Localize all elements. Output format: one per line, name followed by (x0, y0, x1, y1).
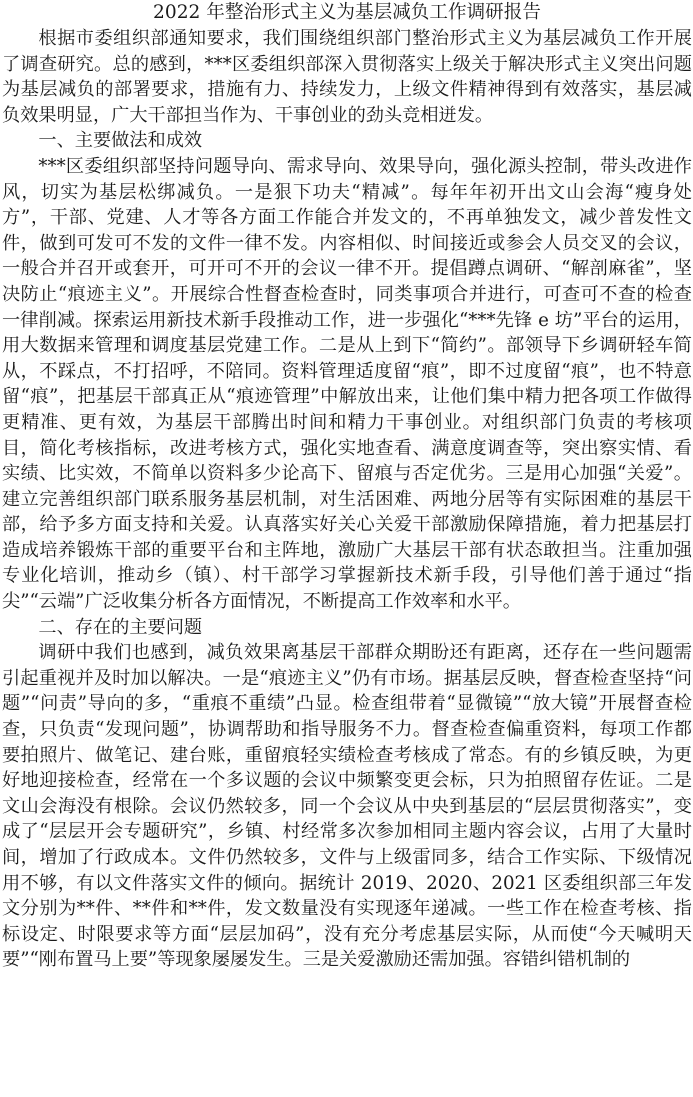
report-title: 2022 年整治形式主义为基层减负工作调研报告 (153, 2, 541, 23)
problems-paragraph: 调研中我们也感到，减负效果离基层干部群众期盼还有距离，还存在一些问题需引起重视并及时加以解决。一是“痕迹主义”仍有市场。据基层反映，督查检查坚持“问题”“问责”导向的多，“重痕不重绩”凸显。检查组带着“显微镜”“放大镜”开展督查检查，只负责“发现问题”，协调帮助和指导服务不力。督查检查偏重资料，每项工作都要拍照片、做笔记、建台账，重留痕轻实绩检查考核成了常态。有的乡镇反映，为更好地迎接检查，经常在一个多议题的会议中频繁变更会标，只为拍照留存佐证。二是文山会海没有根除。会议仍然较多，同一个会议从中央到基层的“层层贯彻落实”，变成了“层层开会专题研究”，乡镇、村经常多次参加相同主题内容会议，占用了大量时间，增加了行政成本。文件仍然较多，文件与上级雷同多，结合工作实际、下级情况用不够，有以文件落实文件的倾向。据统计 2019、2020、2021 区委组织部三年发文分别为**件、**件和**件，发文数量没有实现逐年递减。一些工作在检查考核、指标设定、时限要求等方面“层层加码”，没有充分考虑基层实际，从而使“今天喊明天要”“刚布置马上要”等现象屡屡发生。三是关爱激励还需加强。容错纠错机制的 (2, 642, 692, 971)
practices-paragraph: ***区委组织部坚持问题导向、需求导向、效果导向，强化源头控制，带头改进作风，切实为基层松绑减负。一是狠下功夫“精减”。每年年初开出文山会海“瘦身处方”，干部、党建、人才等各方面工作能合并发文的，不再单独发文，减少普发性文件，做到可发可不发的文件一律不发。内容相似、时间接近或参会人员交叉的会议，一般合并召开或套开，可开可不开的会议一律不开。提倡蹲点调研、“解剖麻雀”，坚决防止“痕迹主义”。开展综合性督查检查时，同类事项合并进行，可查可不查的检查一律削减。探索运用新技术新手段推动工作，进一步强化“***先锋 e 坊”平台的运用，用大数据来管理和调度基层党建工作。二是从上到下“简约”。部领导下乡调研轻车简从，不踩点，不打招呼，不陪同。资料管理适度留“痕”，即不过度留“痕”，也不特意留“痕”，把基层干部真正从“痕迹管理”中解放出来，让他们集中精力把各项工作做得更精准、更有效，为基层干部腾出时间和精力干事创业。对组织部门负责的考核项目，简化考核指标，改进考核方式，强化实地查看、满意度调查等，突出察实情、看实绩、比实效，不简单以资料多少论高下、留痕与否定优劣。三是用心加强“关爱”。建立完善组织部门联系服务基层机制，对生活困难、两地分居等有实际困难的基层干部，给予多方面支持和关爱。认真落实好关心关爱干部激励保障措施，着力把基层打造成培养锻炼干部的重要平台和主阵地，激励广大基层干部有状态敢担当。注重加强专业化培训，推动乡（镇）、村干部学习掌握新技术新手段，引导他们善于通过“指尖”“云端”广泛收集分析各方面情况，不断提高工作效率和水平。 (2, 155, 692, 613)
section-heading-practices: 一、主要做法和成效 (38, 130, 203, 152)
section-heading-problems: 二、存在的主要问题 (38, 616, 203, 638)
intro-paragraph: 根据市委组织部通知要求，我们围绕组织部门整治形式主义为基层减负工作开展了调查研究。总的感到，***区委组织部深入贯彻落实上级关于解决形式主义突出问题为基层减负的部署要求，措施有力、持续发力，上级文件精神得到有效落实，基层减负效果明显，广大干部担当作为、干事创业的劲头竞相迸发。 (2, 28, 692, 126)
